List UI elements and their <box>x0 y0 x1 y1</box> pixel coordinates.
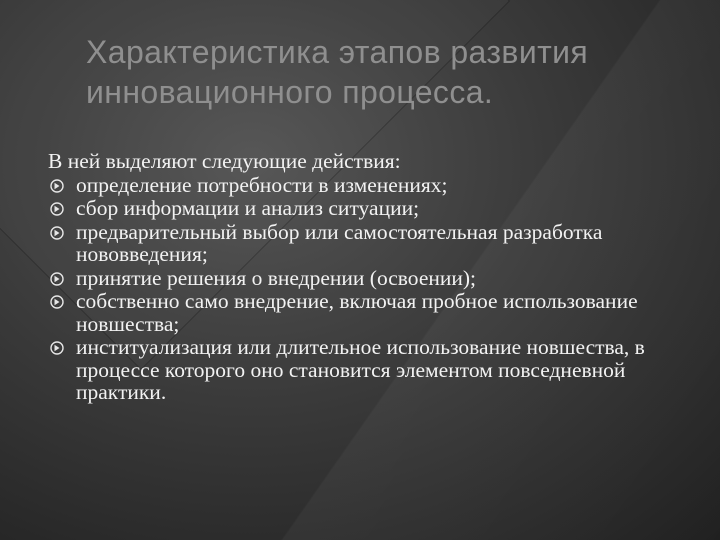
slide-title <box>86 32 686 112</box>
list-item <box>48 221 688 266</box>
bullet-list <box>48 174 688 404</box>
circled-arrow-icon <box>50 226 64 240</box>
bullet-text: определение потребности в изменениях; <box>76 172 448 197</box>
circled-arrow-icon <box>50 272 64 286</box>
bullet-text: предварительный выбор или самостоятельная разработка нововведения; <box>76 219 603 266</box>
bullet-text: собственно само внедрение, включая пробное использование новшества; <box>76 289 638 336</box>
title-line: Характеристика этапов развития <box>86 34 589 70</box>
circled-arrow-icon <box>50 179 64 193</box>
title-line: инновационного процесса. <box>86 74 494 110</box>
circled-arrow-icon <box>50 202 64 216</box>
list-item <box>48 290 688 335</box>
bullet-text: институализация или длительное использование новшества, в процессе которого оно становится элементом повседневной практики. <box>76 335 645 404</box>
circled-arrow-icon <box>50 295 64 309</box>
bullet-text: принятие решения о внедрении (освоении); <box>76 265 477 290</box>
list-item <box>48 197 688 220</box>
slide-body <box>48 150 688 405</box>
bullet-text: сбор информации и анализ ситуации; <box>76 196 420 220</box>
list-item <box>48 174 688 197</box>
list-item <box>48 336 688 404</box>
intro-text: В ней выделяют следующие действия: <box>48 149 401 173</box>
circled-arrow-icon <box>50 341 64 355</box>
list-item <box>48 267 688 290</box>
